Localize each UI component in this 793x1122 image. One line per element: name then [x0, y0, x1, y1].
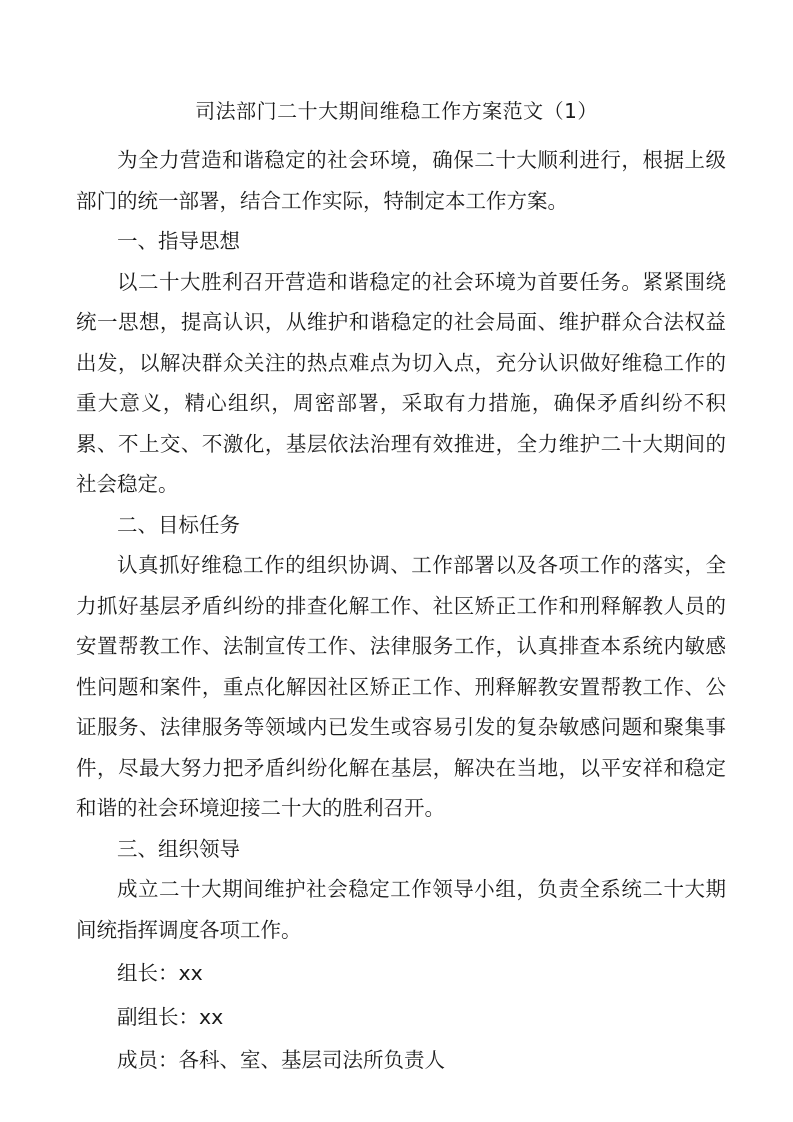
section-text-leadership: 成立二十大期间维护社会稳定工作领导小组，负责全系统二十大期间统指挥调度各项工作。 [76, 877, 726, 942]
member-staff: 成员：各科、室、基层司法所负责人 [117, 1048, 445, 1072]
document-body [76, 140, 726, 1081]
section-heading-objectives: 二、目标任务 [117, 512, 240, 537]
document-title: 司法部门二十大期间维稳工作方案范文（1） [195, 99, 598, 123]
section-text-objectives: 认真抓好维稳工作的组织协调、工作部署以及各项工作的落实，全力抓好基层矛盾纠纷的排查化解工作、社区矫正工作和刑释解教人员的安置帮教工作、法制宣传工作、法律服务工作，认真排查本系统内敏感性问题和案件，重点化解因社区矫正工作、刑释解教安置帮教工作、公证服务、法律服务等领域内已发生或容易引发的复杂敏感问题和聚集事件，尽最大努力把矛盾纠纷化解在基层，解决在当地，以平安祥和稳定和谐的社会环境迎接二十大的胜利召开。 [76, 553, 726, 820]
member-leader: 组长：xx [117, 961, 203, 985]
section-text-guiding-ideology: 以二十大胜利召开营造和谐稳定的社会环境为首要任务。紧紧围绕统一思想，提高认识，从维护和谐稳定的社会局面、维护群众合法权益出发，以解决群众关注的热点难点为切入点，充分认识做好维稳工作的重大意义，精心组织，周密部署，采取有力措施，确保矛盾纠纷不积累、不上交、不激化，基层依法治理有效推进，全力维护二十大期间的社会稳定。 [76, 269, 726, 496]
section-heading-leadership: 三、组织领导 [117, 836, 240, 861]
intro-paragraph: 为全力营造和谐稳定的社会环境，确保二十大顺利进行，根据上级部门的统一部署，结合工作实际，特制定本工作方案。 [76, 148, 726, 213]
member-deputy: 副组长：xx [117, 1004, 224, 1029]
section-heading-guiding-ideology: 一、指导思想 [117, 229, 240, 253]
